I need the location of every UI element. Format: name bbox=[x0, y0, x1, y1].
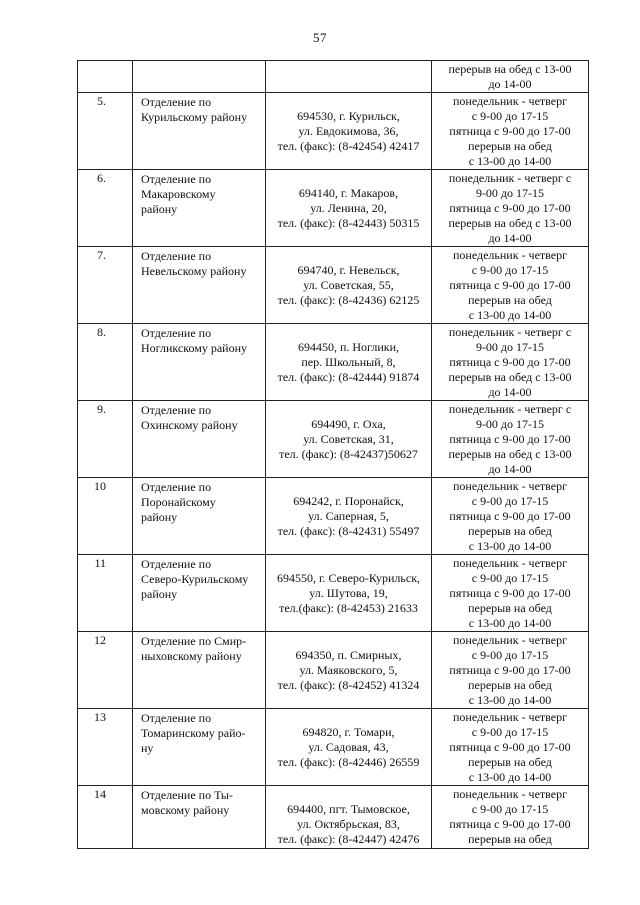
hours-line: перерыв на обед bbox=[468, 524, 552, 538]
office-name-line: Отделение по bbox=[141, 403, 212, 417]
table-row bbox=[78, 478, 589, 555]
hours-line: с 9-00 до 17-15 bbox=[471, 263, 549, 277]
page-number: 57 bbox=[313, 30, 327, 45]
hours-line: понедельник - четверг bbox=[452, 479, 568, 493]
office-name-line: Северо-Курильскому bbox=[141, 572, 249, 586]
hours-line: перерыв на обед bbox=[468, 832, 552, 846]
office-name-line: Отделение по bbox=[141, 326, 212, 340]
hours-line: с 13-00 до 14-00 bbox=[468, 539, 552, 553]
office-name-line: Макаровскому bbox=[141, 187, 216, 201]
address-line: ул. Садовая, 43, bbox=[308, 740, 389, 754]
address-cell bbox=[266, 786, 432, 849]
address-cell bbox=[266, 478, 432, 555]
hours-line: перерыв на обед bbox=[468, 601, 552, 615]
hours-line: с 9-00 до 17-15 bbox=[471, 648, 549, 662]
hours-line: до 14-00 bbox=[488, 231, 532, 245]
hours-line: перерыв на обед с 13-00 bbox=[448, 62, 572, 76]
address-line: тел. (факс): (8-42446) 26559 bbox=[277, 755, 420, 769]
row-number: 11 bbox=[94, 556, 106, 570]
office-name-cell bbox=[133, 170, 266, 247]
address-line: 694530, г. Курильск, bbox=[297, 109, 400, 123]
row-number: 13 bbox=[94, 710, 106, 724]
hours-line: с 9-00 до 17-15 bbox=[471, 571, 549, 585]
row-number-cell bbox=[78, 324, 133, 401]
address-line: ул. Маяковского, 5, bbox=[299, 663, 398, 677]
hours-cell bbox=[432, 632, 589, 709]
office-name-line: району bbox=[141, 510, 178, 524]
address-line: ул. Ленина, 20, bbox=[310, 201, 387, 215]
address-line: ул. Советская, 55, bbox=[303, 278, 394, 292]
hours-line: пятница с 9-00 до 17-00 bbox=[449, 124, 571, 138]
hours-line: до 14-00 bbox=[488, 77, 532, 91]
hours-line: понедельник - четверг с bbox=[448, 325, 572, 339]
address-line: 694490, г. Оха, bbox=[311, 417, 386, 431]
address-cell bbox=[266, 170, 432, 247]
hours-line: перерыв на обед bbox=[468, 678, 552, 692]
hours-cell bbox=[432, 401, 589, 478]
row-number: 9. bbox=[97, 402, 106, 416]
row-number-cell bbox=[78, 247, 133, 324]
hours-line: 9-00 до 17-15 bbox=[475, 417, 545, 431]
office-name-line: Отделение по bbox=[141, 557, 212, 571]
address-line: тел. (факс): (8-42454) 42417 bbox=[277, 139, 420, 153]
office-name-cell bbox=[133, 555, 266, 632]
address-cell bbox=[266, 247, 432, 324]
hours-line: понедельник - четверг bbox=[452, 710, 568, 724]
office-name-cell bbox=[133, 401, 266, 478]
hours-line: с 9-00 до 17-15 bbox=[471, 802, 549, 816]
office-name-line: Отделение по bbox=[141, 95, 212, 109]
office-name-line: Отделение по bbox=[141, 480, 212, 494]
hours-line: с 13-00 до 14-00 bbox=[468, 616, 552, 630]
address-line: ул. Шутова, 19, bbox=[309, 586, 388, 600]
address-cell bbox=[266, 555, 432, 632]
hours-line: 9-00 до 17-15 bbox=[475, 340, 545, 354]
row-number-cell bbox=[78, 709, 133, 786]
hours-line: понедельник - четверг bbox=[452, 556, 568, 570]
hours-cell bbox=[432, 709, 589, 786]
office-name-line: району bbox=[141, 587, 178, 601]
hours-cell bbox=[432, 247, 589, 324]
row-number: 10 bbox=[94, 479, 106, 493]
address-top-spacer bbox=[266, 94, 431, 109]
address-line: ул. Октябрьская, 83, bbox=[297, 817, 400, 831]
table-row bbox=[78, 555, 589, 632]
hours-line: пятница с 9-00 до 17-00 bbox=[449, 740, 571, 754]
address-top-spacer bbox=[266, 248, 431, 263]
hours-cell bbox=[432, 478, 589, 555]
office-name-line: Отделение по bbox=[141, 711, 212, 725]
row-number-cell bbox=[78, 786, 133, 849]
address-line: 694242, г. Поронайск, bbox=[293, 494, 404, 508]
hours-line: перерыв на обед с 13-00 bbox=[448, 447, 572, 461]
hours-line: перерыв на обед с 13-00 bbox=[448, 216, 572, 230]
office-name-line: Поронайскому bbox=[141, 495, 216, 509]
table-row bbox=[78, 709, 589, 786]
hours-line: понедельник - четверг с bbox=[448, 171, 572, 185]
office-name-line: ныховскому району bbox=[141, 649, 242, 663]
office-name-cell bbox=[133, 786, 266, 849]
office-name-cell bbox=[133, 61, 266, 93]
address-top-spacer bbox=[266, 171, 431, 186]
row-number: 5. bbox=[97, 94, 106, 108]
hours-cell bbox=[432, 786, 589, 849]
hours-line: пятница с 9-00 до 17-00 bbox=[449, 355, 571, 369]
hours-line: с 9-00 до 17-15 bbox=[471, 109, 549, 123]
row-number: 14 bbox=[94, 787, 106, 801]
hours-line: с 13-00 до 14-00 bbox=[468, 770, 552, 784]
address-top-spacer bbox=[266, 633, 431, 648]
hours-line: понедельник - четверг bbox=[452, 633, 568, 647]
address-line: тел. (факс): (8-42431) 55497 bbox=[277, 524, 420, 538]
row-number-cell bbox=[78, 93, 133, 170]
offices-table bbox=[77, 60, 589, 849]
address-line: тел. (факс): (8-42447) 42476 bbox=[277, 832, 420, 846]
address-line: ул. Саперная, 5, bbox=[308, 509, 389, 523]
hours-cell bbox=[432, 170, 589, 247]
table-row bbox=[78, 786, 589, 849]
office-name-line: Отделение по Ты- bbox=[141, 788, 233, 802]
address-top-spacer bbox=[266, 325, 431, 340]
office-name-line: Ногликскому району bbox=[141, 341, 248, 355]
address-line: ул. Евдокимова, 36, bbox=[298, 124, 399, 138]
hours-line: пятница с 9-00 до 17-00 bbox=[449, 201, 571, 215]
hours-line: понедельник - четверг bbox=[452, 787, 568, 801]
table-row bbox=[78, 170, 589, 247]
offices-table-body bbox=[78, 61, 589, 849]
hours-cell bbox=[432, 61, 589, 93]
office-name-cell bbox=[133, 247, 266, 324]
hours-line: с 13-00 до 14-00 bbox=[468, 693, 552, 707]
hours-line: пятница с 9-00 до 17-00 bbox=[449, 586, 571, 600]
table-row bbox=[78, 324, 589, 401]
address-line: тел.(факс): (8-42453) 21633 bbox=[279, 601, 418, 615]
hours-cell bbox=[432, 93, 589, 170]
office-name-line: району bbox=[141, 202, 178, 216]
address-cell bbox=[266, 709, 432, 786]
address-top-spacer bbox=[266, 479, 431, 494]
address-cell bbox=[266, 401, 432, 478]
hours-line: понедельник - четверг с bbox=[448, 402, 572, 416]
address-line: тел. (факс): (8-42437)50627 bbox=[279, 447, 418, 461]
row-number: 6. bbox=[97, 171, 106, 185]
address-cell bbox=[266, 632, 432, 709]
hours-line: перерыв на обед bbox=[468, 755, 552, 769]
row-number-cell bbox=[78, 61, 133, 93]
address-top-spacer bbox=[266, 787, 431, 802]
office-name-line: мовскому району bbox=[141, 803, 230, 817]
office-name-line: Томаринскому райо- bbox=[141, 726, 246, 740]
table-row bbox=[78, 93, 589, 170]
hours-line: с 9-00 до 17-15 bbox=[471, 725, 549, 739]
office-name-line: Охинскому району bbox=[141, 418, 238, 432]
row-number-cell bbox=[78, 170, 133, 247]
row-number: 8. bbox=[97, 325, 106, 339]
row-number-cell bbox=[78, 401, 133, 478]
hours-line: до 14-00 bbox=[488, 462, 532, 476]
hours-line: пятница с 9-00 до 17-00 bbox=[449, 432, 571, 446]
hours-line: с 9-00 до 17-15 bbox=[471, 494, 549, 508]
hours-line: перерыв на обед bbox=[468, 139, 552, 153]
address-line: тел. (факс): (8-42443) 50315 bbox=[277, 216, 420, 230]
row-number-cell bbox=[78, 555, 133, 632]
row-number: 7. bbox=[97, 248, 106, 262]
address-line: тел. (факс): (8-42444) 91874 bbox=[277, 370, 420, 384]
row-number-cell bbox=[78, 632, 133, 709]
address-line: 694740, г. Невельск, bbox=[297, 263, 400, 277]
office-name-line: Отделение по bbox=[141, 249, 212, 263]
hours-cell bbox=[432, 324, 589, 401]
office-name-cell bbox=[133, 709, 266, 786]
address-line: тел. (факс): (8-42436) 62125 bbox=[277, 293, 420, 307]
office-name-line: ну bbox=[141, 741, 154, 755]
address-cell bbox=[266, 61, 432, 93]
hours-line: понедельник - четверг bbox=[452, 94, 568, 108]
hours-line: с 13-00 до 14-00 bbox=[468, 308, 552, 322]
address-line: тел. (факс): (8-42452) 41324 bbox=[277, 678, 420, 692]
address-line: 694350, п. Смирных, bbox=[295, 648, 402, 662]
office-name-cell bbox=[133, 478, 266, 555]
carryover-row bbox=[78, 61, 589, 93]
address-line: 694550, г. Северо-Курильск, bbox=[276, 571, 421, 585]
address-line: ул. Советская, 31, bbox=[303, 432, 394, 446]
table-row bbox=[78, 247, 589, 324]
address-top-spacer bbox=[266, 556, 431, 571]
office-name-line: Курильскому району bbox=[141, 110, 248, 124]
address-line: 694450, п. Ноглики, bbox=[297, 340, 400, 354]
address-cell bbox=[266, 93, 432, 170]
hours-line: понедельник - четверг bbox=[452, 248, 568, 262]
address-top-spacer bbox=[266, 402, 431, 417]
address-top-spacer bbox=[266, 710, 431, 725]
table-row bbox=[78, 401, 589, 478]
address-line: 694140, г. Макаров, bbox=[298, 186, 399, 200]
row-number-cell bbox=[78, 478, 133, 555]
office-name-line: Невельскому району bbox=[141, 264, 247, 278]
hours-line: 9-00 до 17-15 bbox=[475, 186, 545, 200]
table-row bbox=[78, 632, 589, 709]
address-line: пер. Школьный, 8, bbox=[301, 355, 396, 369]
hours-line: пятница с 9-00 до 17-00 bbox=[449, 663, 571, 677]
hours-line: до 14-00 bbox=[488, 385, 532, 399]
office-name-cell bbox=[133, 324, 266, 401]
hours-line: перерыв на обед bbox=[468, 293, 552, 307]
hours-line: с 13-00 до 14-00 bbox=[468, 154, 552, 168]
row-number: 12 bbox=[94, 633, 106, 647]
address-line: 694820, г. Томари, bbox=[302, 725, 395, 739]
office-name-line: Отделение по Смир- bbox=[141, 634, 247, 648]
address-line: 694400, пгт. Тымовское, bbox=[287, 802, 410, 816]
hours-line: перерыв на обед с 13-00 bbox=[448, 370, 572, 384]
address-cell bbox=[266, 324, 432, 401]
office-name-line: Отделение по bbox=[141, 172, 212, 186]
hours-line: пятница с 9-00 до 17-00 bbox=[449, 817, 571, 831]
office-name-cell bbox=[133, 93, 266, 170]
hours-line: пятница с 9-00 до 17-00 bbox=[449, 278, 571, 292]
hours-line: пятница с 9-00 до 17-00 bbox=[449, 509, 571, 523]
hours-cell bbox=[432, 555, 589, 632]
office-name-cell bbox=[133, 632, 266, 709]
